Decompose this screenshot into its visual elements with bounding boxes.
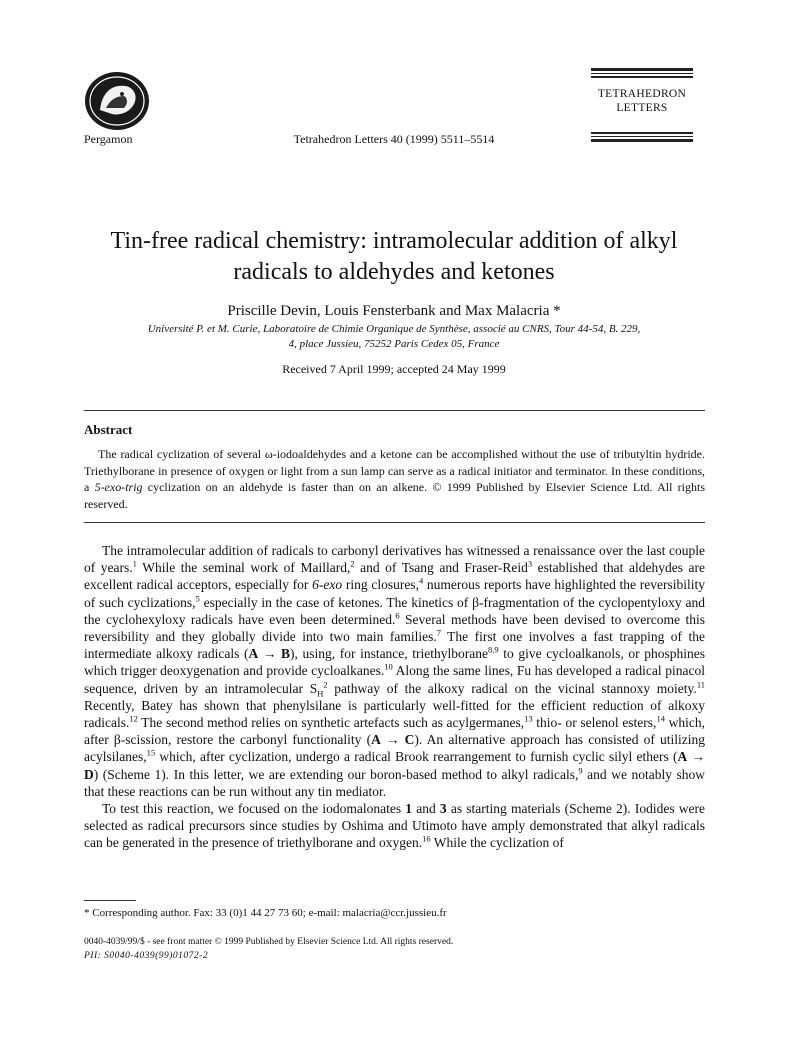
pii-line: PII: S0040-4039(99)01072-2 [84, 951, 209, 961]
abstract-bottom-rule [84, 522, 705, 523]
abstract-text: The radical cyclization of several ω-iodoaldehydes and a ketone can be accomplished without the use of tributyltin hydride. Triethylborane in presence of oxygen or light from a sun lamp can serve as a radical initiator and terminator. In these conditions, a 5-exo-trig cyclization on an aldehyde is faster than on an alkene. © 1999 Published by Elsevier Science Ltd. All rights reserved. [84, 447, 705, 511]
affiliation-line2: 4, place Jussieu, 75252 Paris Cedex 05, France [288, 338, 500, 350]
journal-name-line1: TETRAHEDRON [597, 88, 687, 100]
body-paragraph-1: The intramolecular addition of radicals to carbonyl derivatives has witnessed a renaissance over the last couple of years.$^1$ While the seminal work of Maillard,$^2$ and of Tsang and Fraser-Reid$^3$ established that aldehydes are excellent radical acceptors, especially for 6-exo ring closures,$^4$ numerous reports have highlighted the reversibility of such cyclizations,$^5$ especially in the case of ketones. The kinetics of β-fragmentation of the cyclopentyloxy and the cyclohexyloxy radicals have even been determined.$^6$ Several methods have been devised to overcome this reversibility and they globally divide into two main families.$^7$ The first one involves a fast trapping of the intermediate alkoxy radicals (A → B), using, for instance, triethylborane$^{8,9}$ to give cycloalkanols, or phosphines which trigger deoxygenation and provide cycloalkanes.$^{10}$ Along the same lines, Fu has developed a radical pinacol sequence, driven by an intramolecular $S_H^2$ pathway of the alkoxy radical on the vicinal stannoxy moiety.$^{11}$ Recently, Batey has shown that phenylsilane is particularly well-fitted for the efficient reduction of alkoxy radicals.$^{12}$ The second method relies on synthetic artefacts such as acylgermanes,$^{13}$ thio- or selenol esters,$^{14}$ which, after β-scission, restore the carbonyl functionality (A → C). An alternative approach has consisted of utilizing acylsilanes,$^{15}$ which, after cyclization, undergo a radical Brook rearrangement to furnish cyclic silyl ethers (A → D) (Scheme 1). In this letter, we are extending our boron-based method to alkyl radicals,$^9$ and we notably show that these reactions can be run without any tin mediator. [84, 543, 706, 799]
publisher-name: Pergamon [84, 132, 133, 146]
journal-name [591, 87, 693, 115]
affiliation-line1: Université P. et M. Curie, Laboratoire de Chimie Organique de Synthèse, associé au CNRS, Tour 44-54, B. 229, [147, 323, 641, 335]
article-affiliation [90, 322, 698, 352]
body-paragraph-2: To test this reaction, we focused on the iodomalonates 1 and 3 as starting materials (Scheme 2). Iodides were selected as radical precursors since studies by Oshima and Utimoto have amply demonstrated that alkyl radicals can be generated in the presence of triethylborane and oxygen.$^{16}$ While the cyclization of [84, 801, 705, 851]
received-dates: Received 7 April 1999; accepted 24 May 1999 [282, 362, 506, 376]
abstract-top-rule [84, 410, 705, 411]
copyright-line: 0040-4039/99/$ - see front matter © 1999 Published by Elsevier Science Ltd. All rights reserved. [84, 937, 454, 947]
journal-name-line2: LETTERS [616, 102, 668, 114]
pergamon-logo-icon [82, 70, 152, 132]
header-rules-top [591, 68, 693, 80]
corresponding-author-footnote: * Corresponding author. Fax: 33 (0)1 44 27 73 60; e-mail: malacria@ccr.jussieu.fr [84, 907, 447, 919]
header-rules-bottom [591, 132, 693, 144]
abstract-heading: Abstract [84, 422, 133, 437]
body-text [84, 542, 705, 852]
article-authors: Priscille Devin, Louis Fensterbank and Max Malacria * [227, 303, 561, 319]
journal-citation: Tetrahedron Letters 40 (1999) 5511–5514 [293, 132, 495, 146]
footnote-rule [84, 900, 136, 901]
article-title: Tin-free radical chemistry: intramolecular addition of alkyl radicals to aldehydes and ketones [110, 228, 678, 285]
